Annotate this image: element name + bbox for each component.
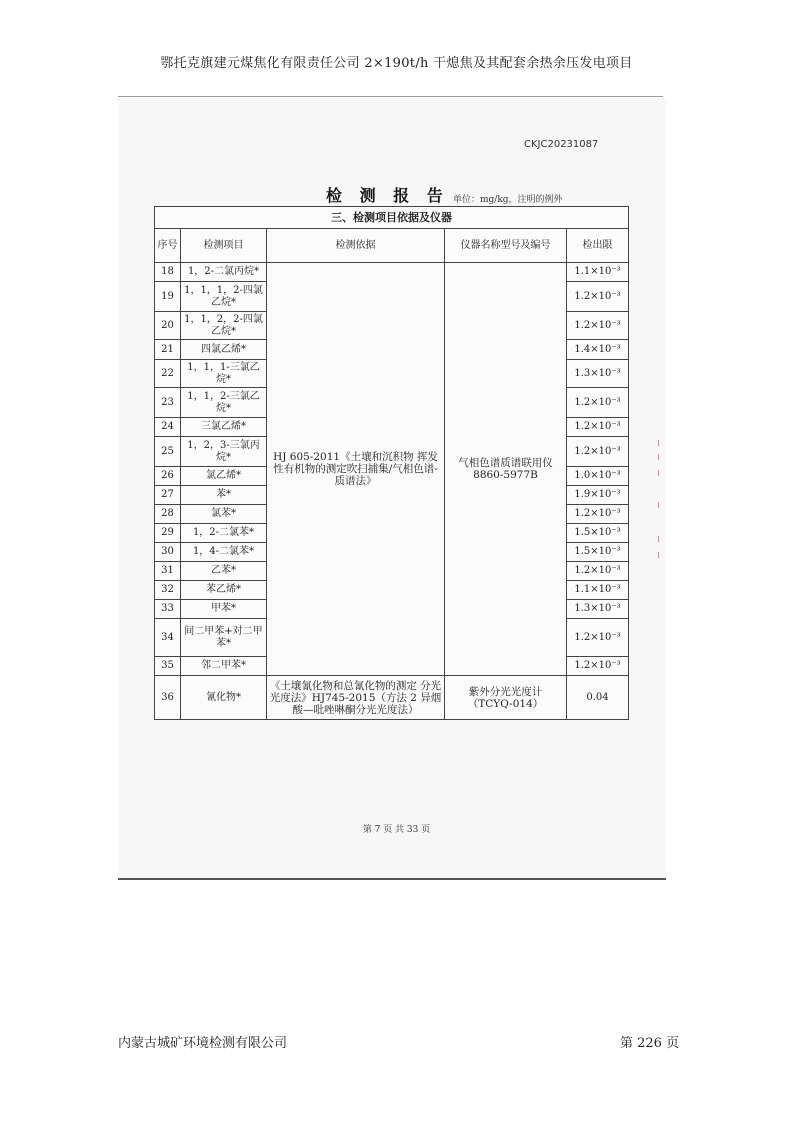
row-number: 31: [155, 562, 181, 581]
row-item: 氯苯*: [181, 505, 267, 524]
row-number: 20: [155, 312, 181, 340]
row-limit: 1.5×10⁻³: [567, 543, 629, 562]
col-header-no: 序号: [155, 229, 181, 263]
row-limit: 1.2×10⁻³: [567, 312, 629, 340]
row-limit: 1.2×10⁻³: [567, 282, 629, 312]
header-divider: [118, 96, 663, 97]
row-item: 1，2-二氯丙烷*: [181, 263, 267, 282]
merged-instrument: 气相色谱质谱联用仪 8860-5977B: [445, 263, 567, 676]
row-limit: 1.1×10⁻³: [567, 263, 629, 282]
row-basis: 《土壤氰化物和总氰化物的测定 分光光度法》HJ745-2015（方法 2 异烟酸—吡唑啉酮分光光度法）: [267, 676, 445, 720]
row-limit: 1.3×10⁻³: [567, 600, 629, 619]
row-item: 1，1，1，2-四氯乙烷*: [181, 282, 267, 312]
row-item: 1，1，2，2-四氯乙烷*: [181, 312, 267, 340]
row-item: 乙苯*: [181, 562, 267, 581]
merged-basis: HJ 605-2011《土壤和沉积物 挥发性有机物的测定吹扫捕集/气相色谱-质谱法》: [267, 263, 445, 676]
row-item: 苯乙烯*: [181, 581, 267, 600]
col-header-basis: 检测依据: [267, 229, 445, 263]
edge-marks: [655, 440, 663, 560]
row-item: 氰化物*: [181, 676, 267, 720]
scan-bottom-divider: [118, 878, 666, 880]
row-limit: 1.3×10⁻³: [567, 360, 629, 388]
detection-basis-table: [154, 206, 629, 720]
table-row: [155, 676, 629, 720]
row-number: 35: [155, 657, 181, 676]
row-item: 1，2，3-三氯丙烷*: [181, 437, 267, 467]
row-item: 邻二甲苯*: [181, 657, 267, 676]
row-number: 27: [155, 486, 181, 505]
report-page-indicator: 第 7 页 共 33 页: [362, 825, 431, 835]
row-item: 1，1，2-三氯乙烷*: [181, 388, 267, 418]
row-limit: 1.2×10⁻³: [567, 505, 629, 524]
row-limit: 1.2×10⁻³: [567, 619, 629, 657]
report-code: CKJC20231087: [524, 139, 599, 150]
row-number: 24: [155, 418, 181, 437]
row-number: 25: [155, 437, 181, 467]
row-limit: 1.2×10⁻³: [567, 657, 629, 676]
row-number: 34: [155, 619, 181, 657]
row-limit: 1.2×10⁻³: [567, 562, 629, 581]
row-item: 间二甲苯+对二甲苯*: [181, 619, 267, 657]
row-item: 1，1，1-三氯乙烷*: [181, 360, 267, 388]
footer-company: 内蒙古城矿环境检测有限公司: [118, 1036, 288, 1051]
row-number: 33: [155, 600, 181, 619]
col-header-instrument: 仪器名称型号及编号: [445, 229, 567, 263]
row-instrument: 紫外分光光度计（TCYQ-014）: [445, 676, 567, 720]
row-limit: 1.4×10⁻³: [567, 340, 629, 360]
row-limit: 1.2×10⁻³: [567, 388, 629, 418]
row-item: 1，4-二氯苯*: [181, 543, 267, 562]
row-limit: 1.2×10⁻³: [567, 418, 629, 437]
footer-page-number: 第 226 页: [620, 1036, 680, 1051]
row-limit: 1.1×10⁻³: [567, 581, 629, 600]
row-number: 29: [155, 524, 181, 543]
row-number: 28: [155, 505, 181, 524]
row-limit: 1.0×10⁻³: [567, 467, 629, 486]
col-header-limit: 检出限: [567, 229, 629, 263]
row-number: 22: [155, 360, 181, 388]
row-number: 32: [155, 581, 181, 600]
row-limit: 1.9×10⁻³: [567, 486, 629, 505]
header-row: [155, 229, 629, 263]
row-item: 氯乙烯*: [181, 467, 267, 486]
row-number: 19: [155, 282, 181, 312]
row-item: 苯*: [181, 486, 267, 505]
row-number: 30: [155, 543, 181, 562]
row-limit: 1.2×10⁻³: [567, 437, 629, 467]
row-item: 四氯乙烯*: [181, 340, 267, 360]
row-limit: 0.04: [567, 676, 629, 720]
row-item: 1，2-二氯苯*: [181, 524, 267, 543]
col-header-item: 检测项目: [181, 229, 267, 263]
section-title: 三、检测项目依据及仪器: [155, 207, 629, 229]
row-number: 21: [155, 340, 181, 360]
row-number: 36: [155, 676, 181, 720]
row-item: 三氯乙烯*: [181, 418, 267, 437]
row-number: 26: [155, 467, 181, 486]
row-limit: 1.5×10⁻³: [567, 524, 629, 543]
row-number: 18: [155, 263, 181, 282]
page-header: 鄂托克旗建元煤焦化有限责任公司 2×190t/h 干熄焦及其配套余热余压发电项目: [160, 56, 633, 71]
row-item: 甲苯*: [181, 600, 267, 619]
table-row: [155, 263, 629, 282]
unit-note: 单位：mg/kg，注明的例外: [453, 195, 563, 205]
row-number: 23: [155, 388, 181, 418]
report-title: 检 测 报 告: [326, 186, 449, 205]
